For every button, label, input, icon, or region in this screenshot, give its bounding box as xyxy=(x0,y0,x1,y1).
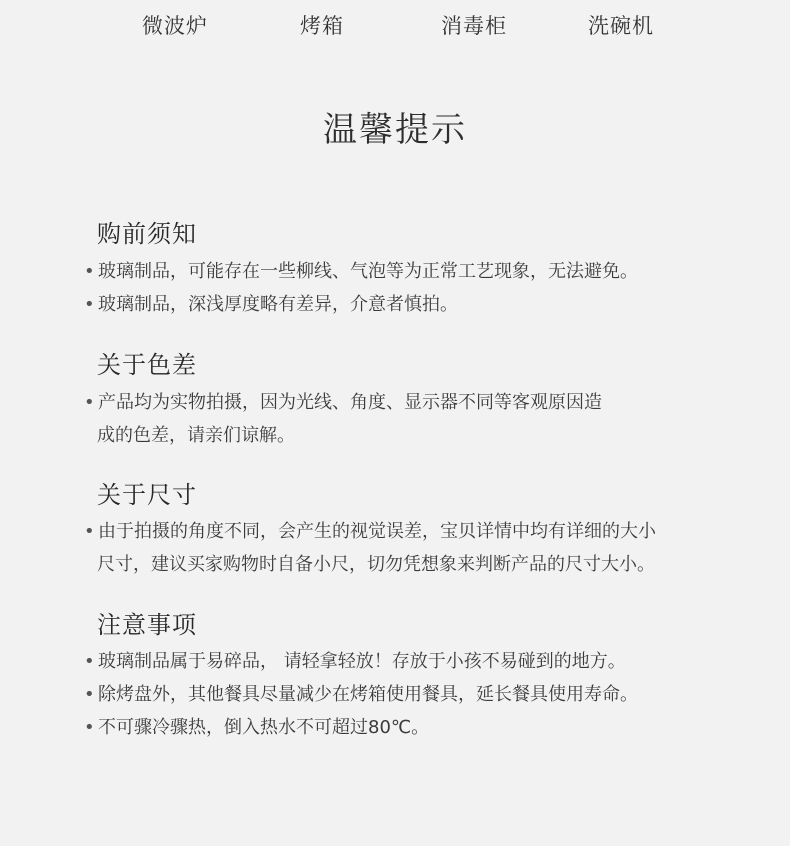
bullet-icon: • xyxy=(84,684,95,705)
list-item xyxy=(84,651,626,673)
tab-dishwasher[interactable]: 洗碗机 xyxy=(588,14,654,38)
list-item xyxy=(84,521,656,543)
list-item-text: 由于拍摄的角度不同，会产生的视觉误差，宝贝详情中均有详细的大小 xyxy=(98,521,656,542)
list-item xyxy=(84,294,458,316)
list-item-text: 除烤盘外，其他餐具尽量减少在烤箱使用餐具，延长餐具使用寿命。 xyxy=(98,684,638,705)
bullet-icon: • xyxy=(84,521,95,542)
section-title-before-purchase: 购前须知 xyxy=(97,220,197,248)
bullet-icon: • xyxy=(84,261,95,282)
list-item-text: 玻璃制品，深浅厚度略有差异，介意者慎拍。 xyxy=(98,294,458,315)
list-item xyxy=(84,392,602,414)
bullet-icon: • xyxy=(84,651,95,672)
list-item-text: 产品均为实物拍摄，因为光线、角度、显示器不同等客观原因造 xyxy=(98,392,602,413)
tab-oven[interactable]: 烤箱 xyxy=(300,14,344,38)
list-item-text: 玻璃制品，可能存在一些柳线、气泡等为正常工艺现象，无法避免。 xyxy=(98,261,638,282)
list-item-continuation: 成的色差，请亲们谅解。 xyxy=(97,425,295,446)
bullet-icon: • xyxy=(84,717,95,738)
section-title-notes: 注意事项 xyxy=(97,611,197,639)
list-item-text: 不可骤冷骤热，倒入热水不可超过80℃。 xyxy=(98,717,430,738)
list-item xyxy=(84,717,429,739)
page-title: 温馨提示 xyxy=(323,110,467,150)
section-title-size: 关于尺寸 xyxy=(97,481,197,509)
section-title-color-difference: 关于色差 xyxy=(97,351,197,379)
tab-sterilizer[interactable]: 消毒柜 xyxy=(441,14,507,38)
tab-microwave[interactable]: 微波炉 xyxy=(142,14,208,38)
category-tabs xyxy=(0,0,790,48)
list-item-continuation: 尺寸，建议买家购物时自备小尺，切勿凭想象来判断产品的尺寸大小。 xyxy=(97,554,655,575)
bullet-icon: • xyxy=(84,294,95,315)
bullet-icon: • xyxy=(84,392,95,413)
list-item xyxy=(84,261,638,283)
list-item-text: 玻璃制品属于易碎品， 请轻拿轻放！存放于小孩不易碰到的地方。 xyxy=(98,651,626,672)
list-item xyxy=(84,684,638,706)
